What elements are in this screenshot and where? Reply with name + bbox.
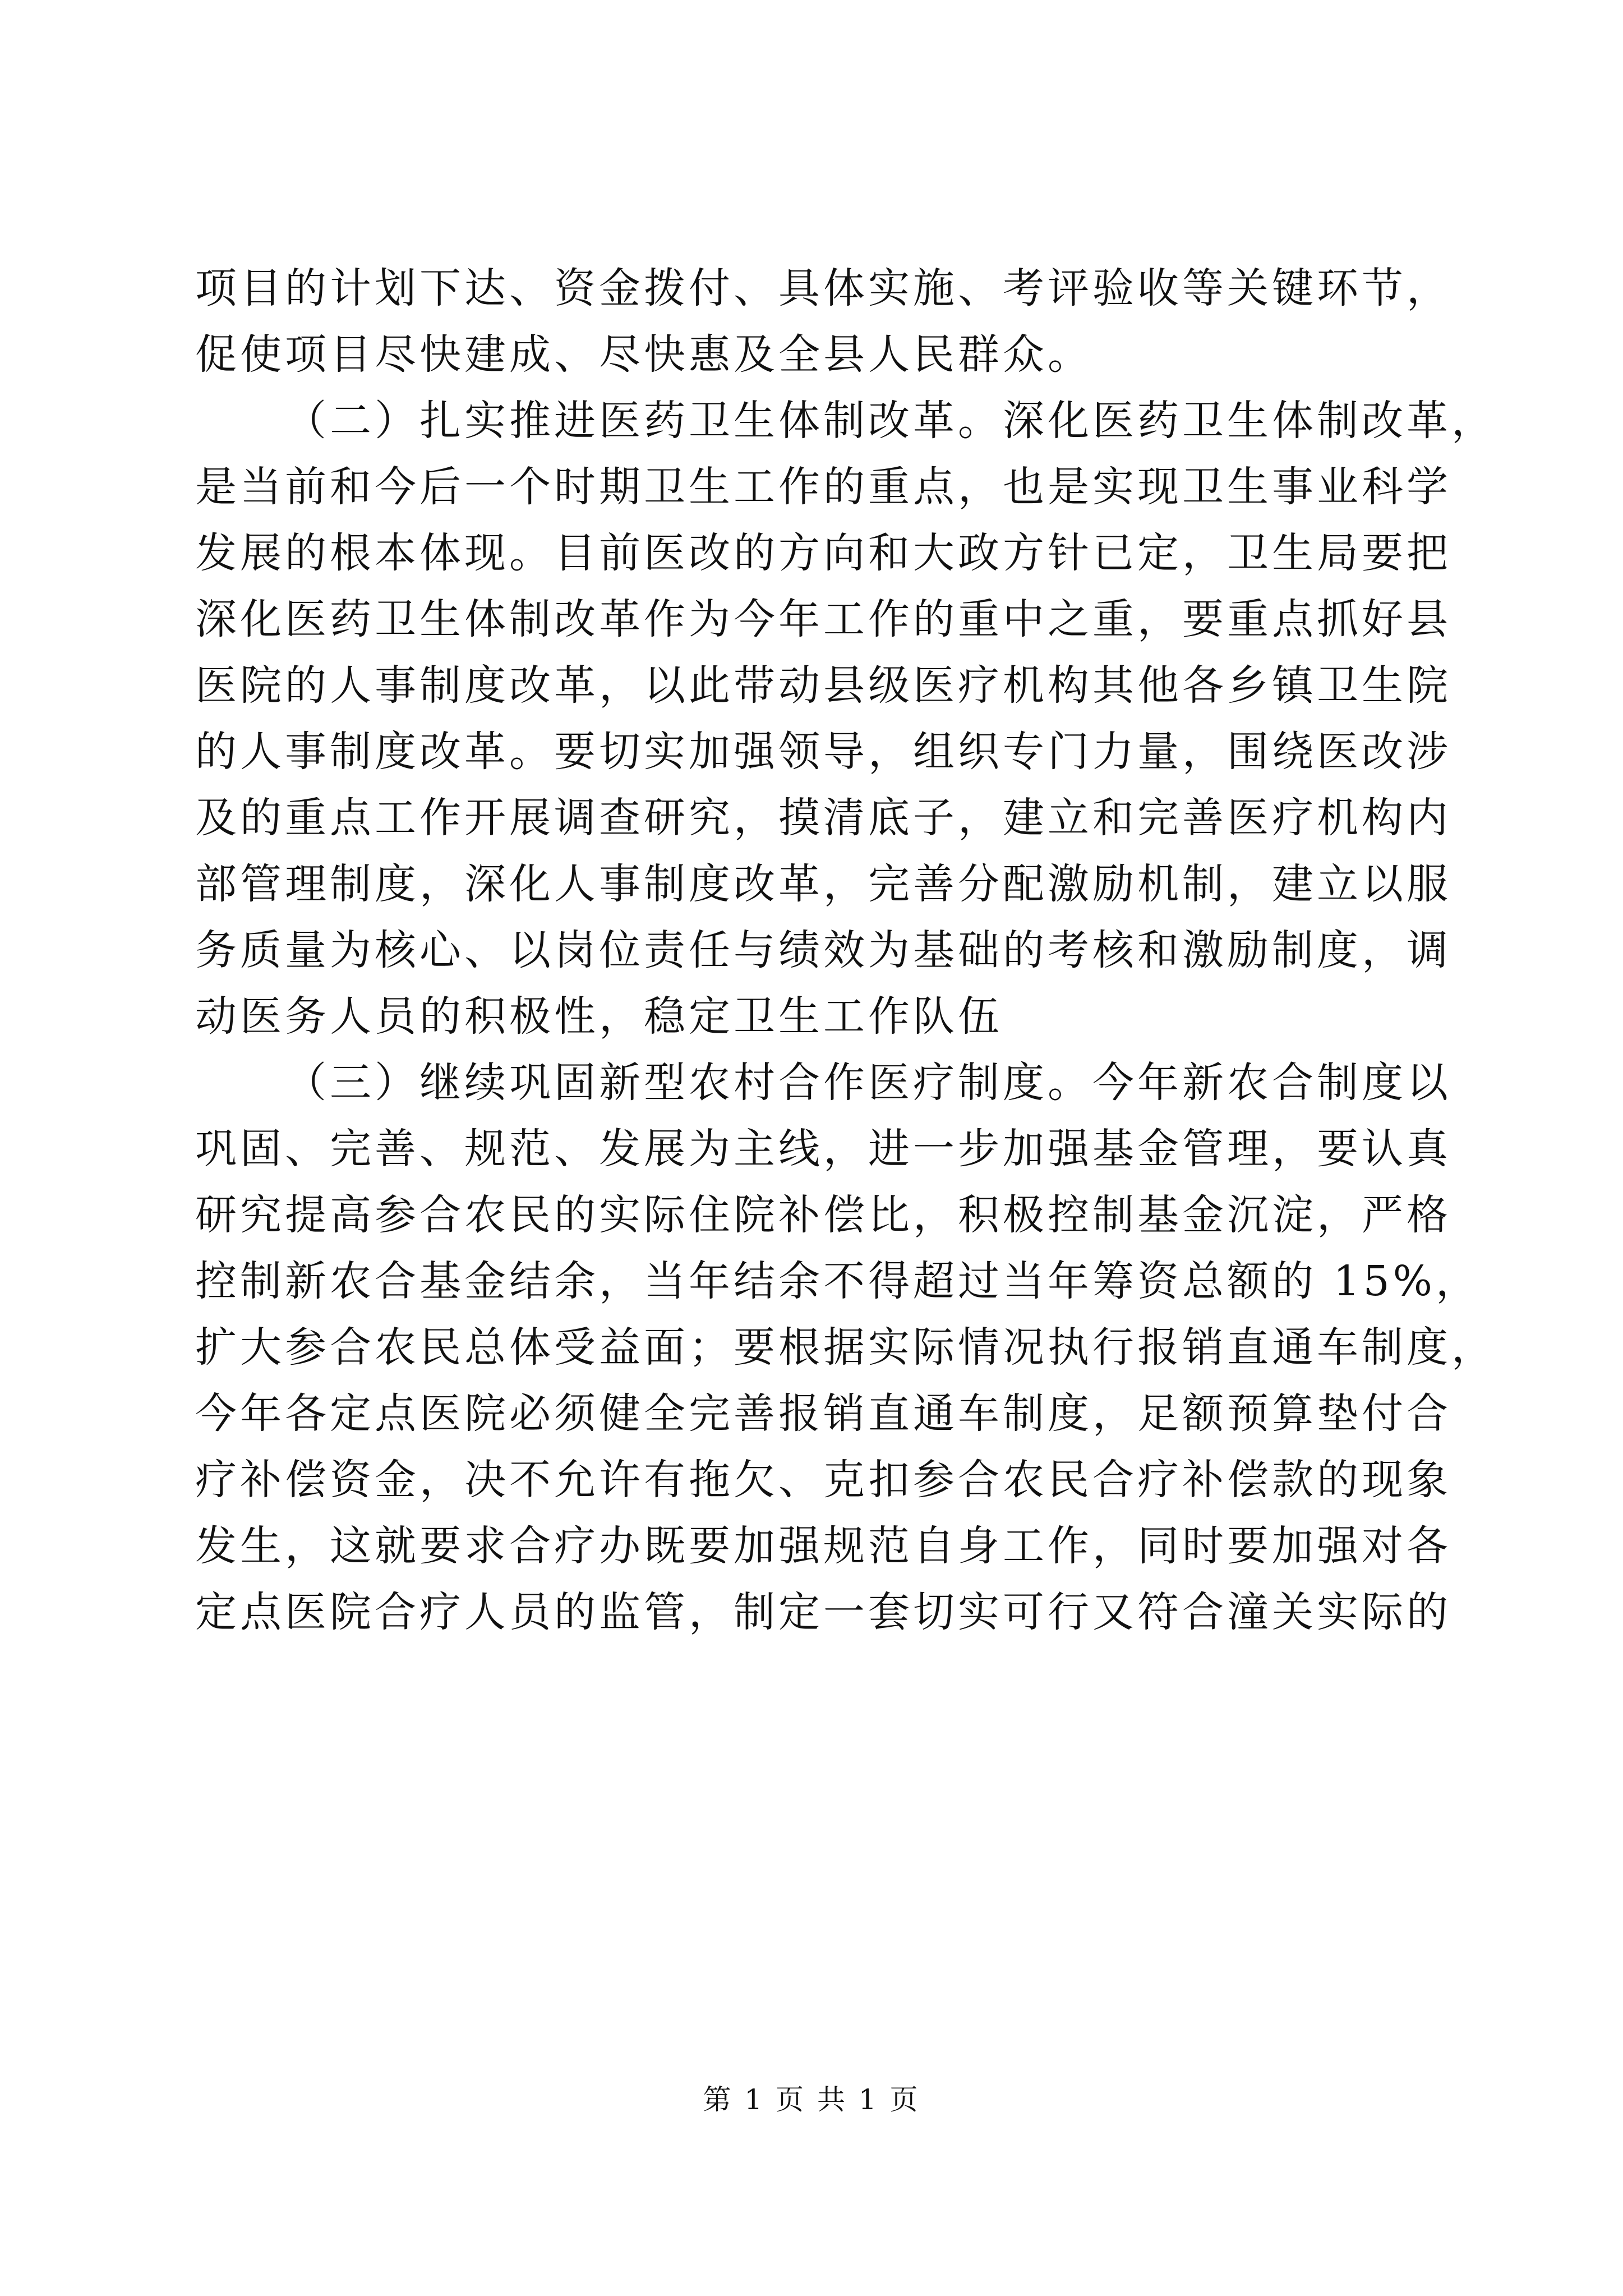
text-line: 及的重点工作开展调查研究，摸清底子，建立和完善医疗机构内 [195,794,1451,842]
text-line: 控制新农合基金结余，当年结余不得超过当年筹资总额的 15%， [195,1257,1481,1305]
text-line: 务质量为核心、以岗位责任与绩效为基础的考核和激励制度，调 [195,926,1451,974]
text-line: 扩大参合农民总体受益面；要根据实际情况执行报销直通车制度， [195,1323,1496,1372]
text-line: 巩固、完善、规范、发展为主线，进一步加强基金管理，要认真 [195,1125,1451,1173]
text-line: 疗补偿资金，决不允许有拖欠、克扣参合农民合疗补偿款的现象 [195,1456,1451,1504]
document-body [195,255,1496,1645]
text-line: 今年各定点医院必须健全完善报销直通车制度，足额预算垫付合 [195,1389,1451,1438]
text-line: 动医务人员的积极性，稳定卫生工作队伍 [195,992,1003,1041]
text-line: 促使项目尽快建成、尽快惠及全县人民群众。 [195,330,1092,379]
text-line: 深化医药卫生体制改革作为今年工作的重中之重，要重点抓好县 [195,595,1451,643]
text-line: 定点医院合疗人员的监管，制定一套切实可行又符合潼关实际的 [195,1588,1451,1636]
text-line: 的人事制度改革。要切实加强领导，组织专门力量，围绕医改涉 [195,728,1451,776]
text-line: 是当前和今后一个时期卫生工作的重点，也是实现卫生事业科学 [195,463,1451,511]
text-line: 医院的人事制度改革，以此带动县级医疗机构其他各乡镇卫生院 [195,661,1451,710]
page-footer: 第 1 页 共 1 页 [703,2083,920,2116]
paragraph-heading-line: （二）扎实推进医药卫生体制改革。深化医药卫生体制改革， [285,397,1496,445]
text-line: 研究提高参合农民的实际住院补偿比，积极控制基金沉淀，严格 [195,1191,1451,1239]
paragraph-heading-line: （三）继续巩固新型农村合作医疗制度。今年新农合制度以 [285,1059,1451,1107]
text-line: 发生，这就要求合疗办既要加强规范自身工作，同时要加强对各 [195,1522,1451,1570]
text-line: 部管理制度，深化人事制度改革，完善分配激励机制，建立以服 [195,860,1451,908]
text-line: 发展的根本体现。目前医改的方向和大政方针已定，卫生局要把 [195,529,1451,577]
text-line: 项目的计划下达、资金拨付、具体实施、考评验收等关键环节， [195,264,1451,312]
